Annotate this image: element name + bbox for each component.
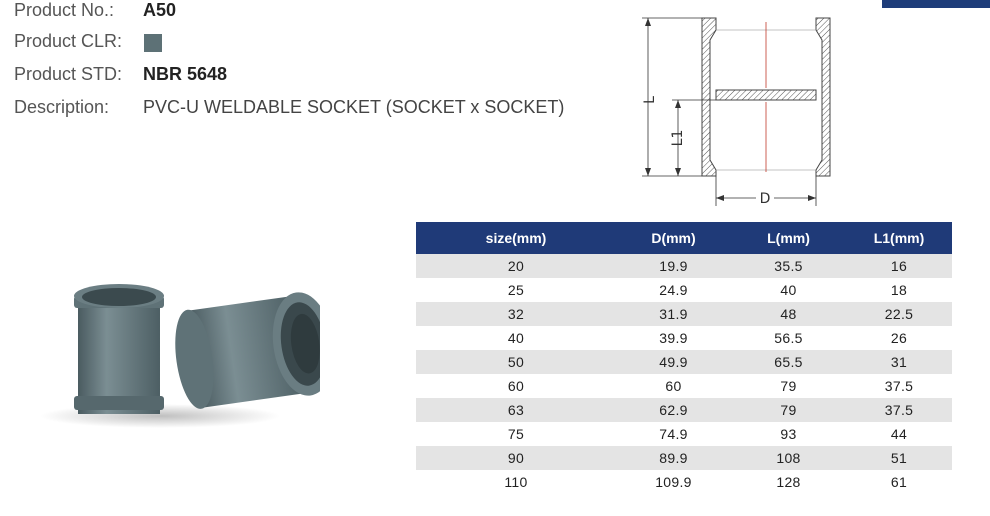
cell-size: 50	[416, 350, 616, 374]
corner-accent-bar	[882, 0, 990, 8]
product-clr-row	[14, 31, 122, 52]
product-clr-label: Product CLR:	[14, 31, 123, 51]
table-row	[416, 470, 952, 494]
header-size: size(mm)	[416, 222, 616, 254]
cell-d: 31.9	[616, 302, 731, 326]
product-no-value: A50	[143, 0, 177, 20]
product-no-label: Product No.:	[14, 0, 115, 20]
header-d: D(mm)	[616, 222, 731, 254]
cell-l1: 22.5	[846, 302, 952, 326]
cell-l1: 18	[846, 278, 952, 302]
table-row	[416, 374, 952, 398]
cell-l: 79	[731, 374, 846, 398]
cell-size: 32	[416, 302, 616, 326]
cell-d: 60	[616, 374, 731, 398]
dimension-l-label: L	[642, 96, 658, 104]
cell-l1: 61	[846, 470, 952, 494]
cell-l: 40	[731, 278, 846, 302]
description-row	[14, 97, 565, 118]
cell-l: 35.5	[731, 254, 846, 278]
cell-l: 128	[731, 470, 846, 494]
cell-size: 63	[416, 398, 616, 422]
cell-size: 90	[416, 446, 616, 470]
cell-size: 25	[416, 278, 616, 302]
specifications-table	[416, 222, 952, 494]
table-row	[416, 398, 952, 422]
cell-l: 79	[731, 398, 846, 422]
cell-size: 20	[416, 254, 616, 278]
cell-d: 89.9	[616, 446, 731, 470]
cell-d: 74.9	[616, 422, 731, 446]
color-swatch	[144, 34, 162, 52]
cell-d: 39.9	[616, 326, 731, 350]
product-std-value: NBR 5648	[143, 64, 228, 84]
cell-l: 65.5	[731, 350, 846, 374]
cell-size: 60	[416, 374, 616, 398]
socket-cross-section-drawing	[628, 10, 838, 210]
table-row	[416, 302, 952, 326]
cell-l1: 51	[846, 446, 952, 470]
cell-l1: 26	[846, 326, 952, 350]
cell-l1: 44	[846, 422, 952, 446]
cell-size: 75	[416, 422, 616, 446]
dimension-d-label: D	[759, 191, 771, 207]
description-label: Description:	[14, 97, 110, 117]
cell-l: 48	[731, 302, 846, 326]
product-photo	[40, 270, 320, 430]
table-header-row	[416, 222, 952, 254]
cell-l: 93	[731, 422, 846, 446]
cell-d: 19.9	[616, 254, 731, 278]
product-std-row	[14, 64, 228, 85]
cell-l1: 31	[846, 350, 952, 374]
product-no-row	[14, 0, 177, 21]
cell-size: 110	[416, 470, 616, 494]
table-row	[416, 278, 952, 302]
cell-l1: 37.5	[846, 398, 952, 422]
cell-size: 40	[416, 326, 616, 350]
cell-l1: 16	[846, 254, 952, 278]
cell-d: 49.9	[616, 350, 731, 374]
description-value: PVC-U WELDABLE SOCKET (SOCKET x SOCKET)	[143, 97, 565, 117]
header-l1: L1(mm)	[846, 222, 952, 254]
table-row	[416, 254, 952, 278]
cell-l1: 37.5	[846, 374, 952, 398]
cell-l: 108	[731, 446, 846, 470]
cell-l: 56.5	[731, 326, 846, 350]
cell-d: 62.9	[616, 398, 731, 422]
product-std-label: Product STD:	[14, 64, 123, 84]
cell-d: 24.9	[616, 278, 731, 302]
table-row	[416, 350, 952, 374]
table-row	[416, 446, 952, 470]
header-l: L(mm)	[731, 222, 846, 254]
dimension-l1-label: L1	[670, 129, 686, 147]
table-row	[416, 326, 952, 350]
table-row	[416, 422, 952, 446]
cell-d: 109.9	[616, 470, 731, 494]
